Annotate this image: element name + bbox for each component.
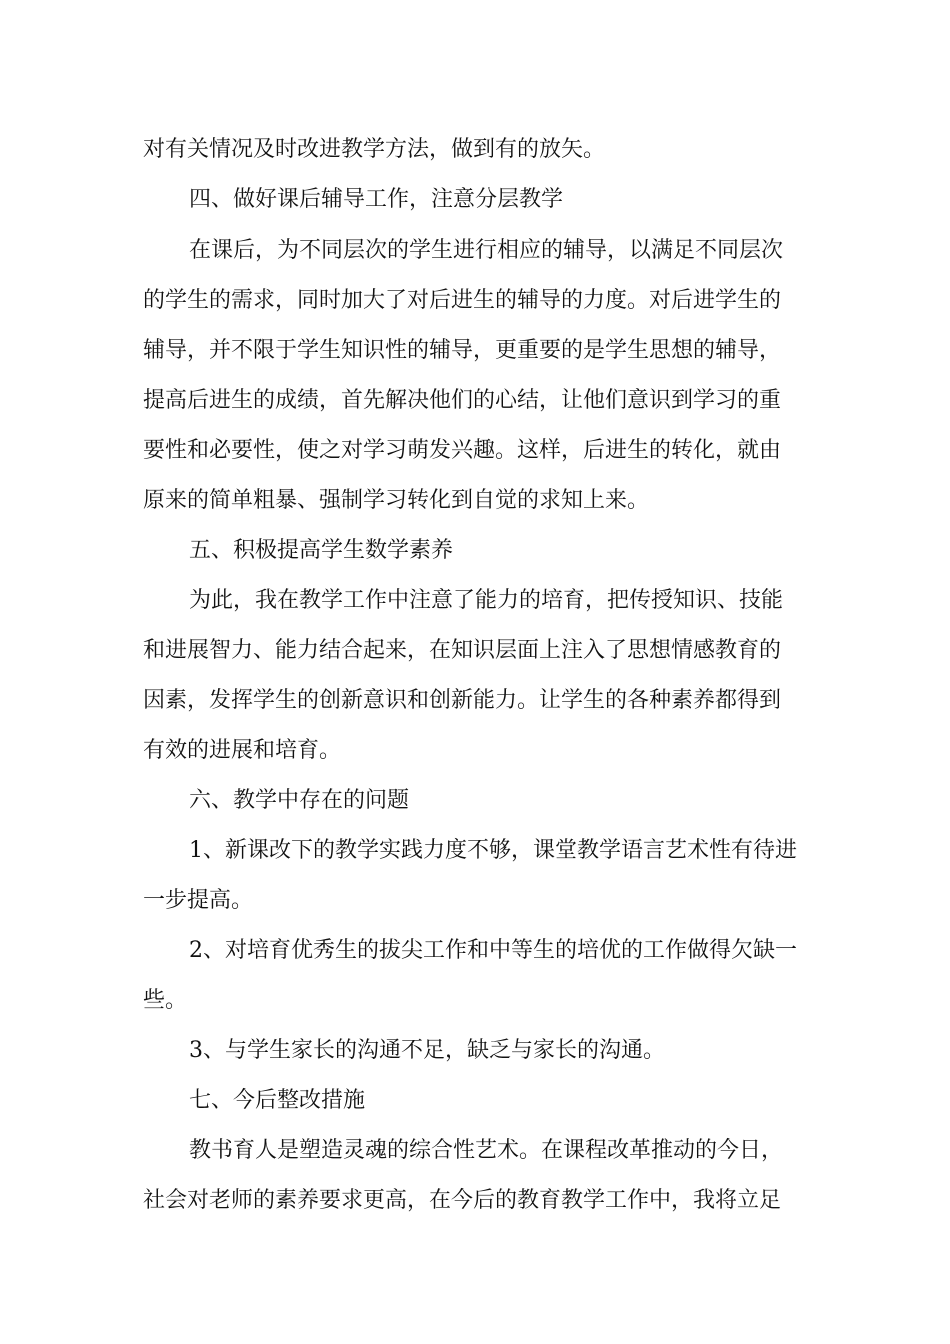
text-line: 在课后，为不同层次的学生进行相应的辅导，以满足不同层次 xyxy=(189,238,784,263)
text-line: 有效的进展和培育。 xyxy=(143,738,342,763)
text-line: 2、对培育优秀生的拔尖工作和中等生的培优的工作做得欠缺一 xyxy=(189,938,797,963)
text-line: 些。 xyxy=(143,988,188,1013)
text-line: 教书育人是塑造灵魂的综合性艺术。在课程改革推动的今日， xyxy=(189,1138,784,1163)
text-line: 3、与学生家长的沟通不足，缺乏与家长的沟通。 xyxy=(189,1038,665,1063)
text-line: 的学生的需求，同时加大了对后进生的辅导的力度。对后进学生的 xyxy=(143,288,782,313)
text-line: 社会对老师的素养要求更高，在今后的教育教学工作中，我将立足 xyxy=(143,1188,782,1213)
section-heading: 四、做好课后辅导工作，注意分层教学 xyxy=(189,187,564,212)
text-line: 提高后进生的成绩，首先解决他们的心结，让他们意识到学习的重 xyxy=(143,388,782,413)
text-line: 和进展智力、能力结合起来，在知识层面上注入了思想情感教育的 xyxy=(143,638,782,663)
text-line: 1、新课改下的教学实践力度不够，课堂教学语言艺术性有待进 xyxy=(189,838,797,863)
section-heading: 七、今后整改措施 xyxy=(189,1088,366,1113)
text-line: 要性和必要性，使之对学习萌发兴趣。这样，后进生的转化，就由 xyxy=(143,438,782,463)
section-heading: 五、积极提高学生数学素养 xyxy=(189,538,454,563)
text-line: 为此，我在教学工作中注意了能力的培育，把传授知识、技能 xyxy=(189,588,784,613)
text-line: 对有关情况及时改进教学方法，做到有的放矢。 xyxy=(143,137,606,162)
section-heading: 六、教学中存在的问题 xyxy=(189,788,410,813)
text-line: 一步提高。 xyxy=(143,888,254,913)
text-line: 辅导，并不限于学生知识性的辅导，更重要的是学生思想的辅导， xyxy=(143,338,782,363)
text-line: 原来的简单粗暴、强制学习转化到自觉的求知上来。 xyxy=(143,488,650,513)
text-line: 因素，发挥学生的创新意识和创新能力。让学生的各种素养都得到 xyxy=(143,688,782,713)
